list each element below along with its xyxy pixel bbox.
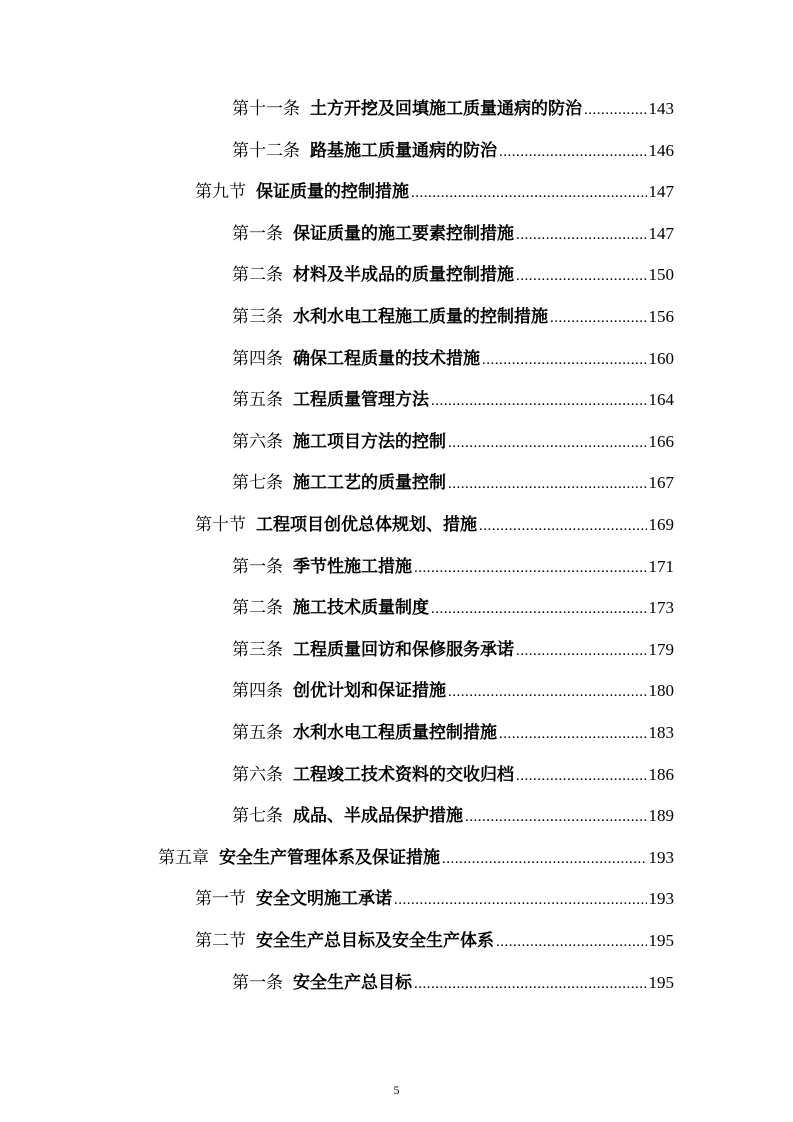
toc-entry[interactable] — [232, 428, 674, 456]
toc-entry-page: 169 — [648, 515, 674, 534]
toc-entry-title: 安全生产总目标及安全生产体系 — [256, 931, 494, 951]
toc-entry-title: 工程质量回访和保修服务承诺 — [293, 639, 514, 660]
dot-leader — [431, 595, 647, 623]
toc-entry-label: 第五条 — [232, 723, 283, 743]
toc-entry-page: 147 — [648, 182, 674, 202]
toc-entry-label: 第一节 — [195, 889, 246, 910]
toc-entry[interactable] — [232, 469, 674, 497]
toc-entry-label: 第十节 — [195, 515, 246, 535]
dot-leader — [414, 970, 647, 998]
toc-entry-page: 143 — [648, 99, 674, 118]
toc-entry-label: 第三条 — [232, 639, 283, 660]
toc-entry-page: 146 — [648, 140, 674, 160]
toc-entry-title: 安全生产管理体系及保证措施 — [219, 847, 440, 868]
dot-leader — [394, 886, 647, 914]
toc-entry-label: 第六条 — [232, 764, 283, 785]
dot-leader — [550, 304, 647, 332]
toc-entry-page: 193 — [648, 889, 674, 909]
toc-entry-page: 147 — [648, 223, 674, 243]
toc-entry-title: 保证质量的施工要素控制措施 — [293, 223, 514, 244]
toc-entry-page: 186 — [648, 764, 674, 784]
toc-entry-page: 195 — [648, 931, 674, 950]
toc-entry[interactable] — [195, 885, 674, 913]
toc-entry-title: 安全生产总目标 — [293, 972, 412, 993]
toc-entry-label: 第五条 — [232, 390, 283, 411]
dot-leader — [516, 637, 647, 665]
toc-entry-label: 第三条 — [232, 307, 283, 327]
dot-leader — [431, 387, 647, 415]
toc-entry[interactable] — [232, 594, 674, 622]
toc-entry[interactable] — [232, 761, 674, 789]
toc-entry-label: 第四条 — [232, 681, 283, 702]
toc-entry-title: 创优计划和保证措施 — [293, 681, 446, 702]
toc-entry-page: 195 — [648, 972, 674, 992]
dot-leader — [482, 346, 647, 374]
toc-entry[interactable] — [195, 927, 674, 955]
toc-entry-page: 164 — [648, 390, 674, 410]
dot-leader — [516, 762, 647, 790]
dot-leader — [516, 262, 647, 290]
dot-leader — [448, 429, 647, 457]
toc-entry-title: 水利水电工程施工质量的控制措施 — [293, 307, 548, 327]
toc-entry-title: 水利水电工程质量控制措施 — [293, 723, 497, 743]
toc-entry-title: 施工工艺的质量控制 — [293, 473, 446, 494]
toc-entry-title: 施工项目方法的控制 — [293, 431, 446, 452]
dot-leader — [448, 678, 647, 706]
toc-entry-title: 工程竣工技术资料的交收归档 — [293, 764, 514, 785]
toc-entry-title: 路基施工质量通病的防治 — [310, 140, 497, 161]
toc-entry-title: 成品、半成品保护措施 — [293, 806, 463, 827]
toc-entry-page: 193 — [648, 847, 674, 867]
dot-leader — [499, 720, 647, 748]
toc-entry-title: 施工技术质量制度 — [293, 598, 429, 619]
toc-entry[interactable] — [232, 95, 674, 123]
toc-entry-page: 160 — [648, 348, 674, 368]
toc-entry[interactable] — [232, 386, 674, 414]
toc-entry-title: 保证质量的控制措施 — [256, 182, 409, 203]
toc-entry[interactable] — [232, 802, 674, 830]
toc-entry-page: 183 — [648, 723, 674, 742]
toc-entry-label: 第二条 — [232, 265, 283, 286]
toc-entry[interactable] — [232, 719, 674, 747]
dot-leader — [479, 512, 647, 540]
toc-entry-title: 工程质量管理方法 — [293, 390, 429, 411]
dot-leader — [465, 803, 647, 831]
toc-entry-label: 第二节 — [195, 931, 246, 951]
dot-leader — [516, 221, 647, 249]
dot-leader — [499, 138, 647, 166]
dot-leader — [584, 96, 647, 124]
dot-leader — [411, 179, 647, 207]
toc-entry-page: 179 — [648, 639, 674, 659]
toc-entry-label: 第一条 — [232, 972, 283, 993]
toc-entry-label: 第四条 — [232, 348, 283, 369]
toc-entry-page: 173 — [648, 598, 674, 618]
toc-entry[interactable] — [195, 178, 674, 206]
toc-entry-label: 第一条 — [232, 556, 283, 577]
toc-entry[interactable] — [232, 303, 674, 331]
dot-leader — [414, 554, 647, 582]
toc-entry[interactable] — [232, 261, 674, 289]
toc-entry-title: 确保工程质量的技术措施 — [293, 348, 480, 369]
toc-entry[interactable] — [232, 636, 674, 664]
toc-entry-label: 第二条 — [232, 598, 283, 619]
toc-entry-page: 156 — [648, 307, 674, 326]
toc-entry-label: 第七条 — [232, 806, 283, 827]
toc-entry[interactable] — [158, 844, 674, 872]
toc-entry[interactable] — [232, 969, 674, 997]
toc-entry-page: 171 — [648, 556, 674, 576]
toc-entry-label: 第七条 — [232, 473, 283, 494]
toc-entry-label: 第一条 — [232, 223, 283, 244]
toc-entry-title: 土方开挖及回填施工质量通病的防治 — [310, 99, 582, 119]
toc-entry[interactable] — [232, 677, 674, 705]
toc-entry-label: 第十二条 — [232, 140, 300, 161]
page-number: 5 — [393, 1083, 400, 1097]
toc-entry[interactable] — [232, 220, 674, 248]
toc-entry-page: 150 — [648, 265, 674, 285]
toc-entry-title: 工程项目创优总体规划、措施 — [256, 515, 477, 535]
toc-entry[interactable] — [232, 345, 674, 373]
toc-entry-page: 166 — [648, 431, 674, 451]
toc-entry-label: 第五章 — [158, 847, 209, 868]
toc-entry[interactable] — [232, 137, 674, 165]
toc-entry-title: 材料及半成品的质量控制措施 — [293, 265, 514, 286]
toc-entry-title: 季节性施工措施 — [293, 556, 412, 577]
toc-entry-page: 180 — [648, 681, 674, 701]
toc-entry-title: 安全文明施工承诺 — [256, 889, 392, 910]
dot-leader — [448, 470, 647, 498]
toc-entry-page: 167 — [648, 473, 674, 493]
toc-entry-label: 第十一条 — [232, 99, 300, 119]
toc-entry-label: 第六条 — [232, 431, 283, 452]
dot-leader — [496, 928, 647, 956]
toc-entry-page: 189 — [648, 806, 674, 826]
toc-entry-label: 第九节 — [195, 182, 246, 203]
toc-entry[interactable] — [195, 511, 674, 539]
toc-entry[interactable] — [232, 553, 674, 581]
dot-leader — [442, 845, 647, 873]
